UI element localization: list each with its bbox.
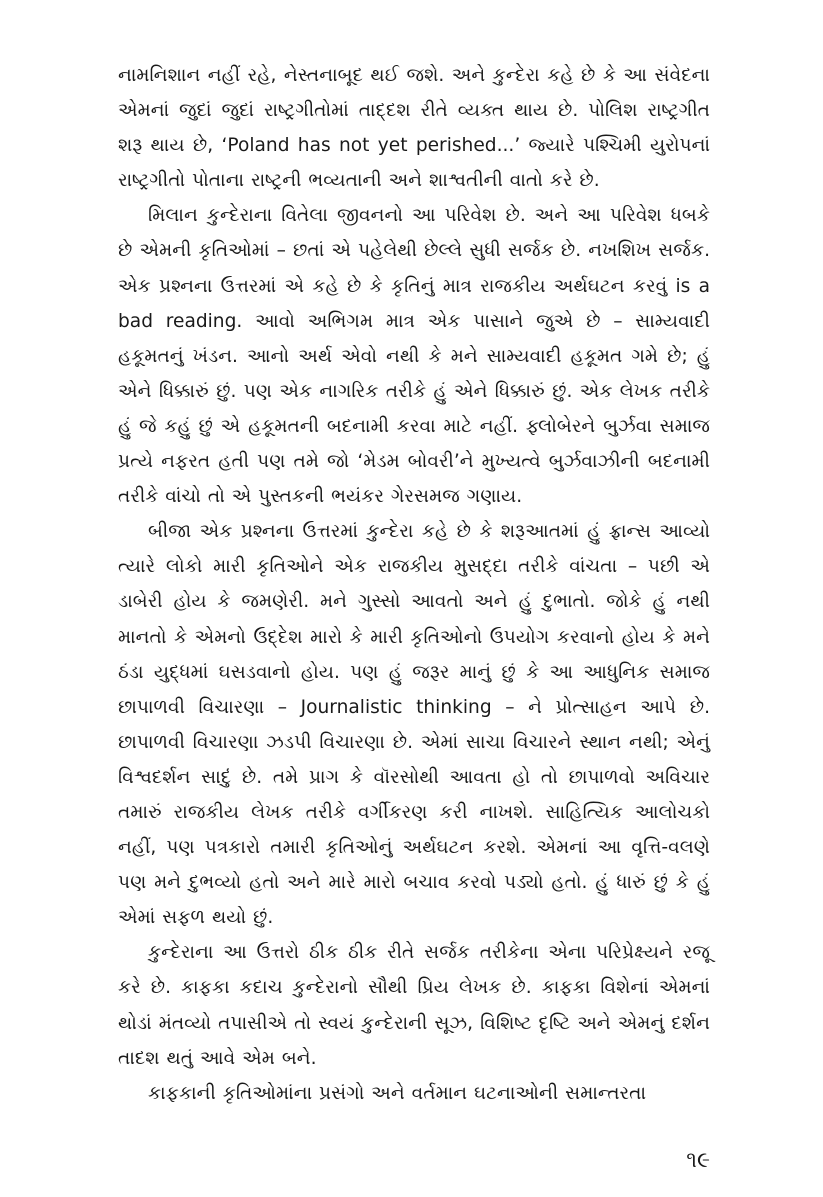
paragraph: મિલાન કુન્દેરાના વિતેલા જીવનનો આ પરિવેશ છે. અને આ પરિવેશ ધબકે છે એમની કૃતિઓમાં – છતાં એ પહેલેથી છેલ્લે સુધી સર્જક છે. નખશિખ સર્જક. એક પ્રશ્નના ઉત્તરમાં એ કહે છે કે કૃતિનું માત્ર રાજકીય અર્થઘટન કરવું is a bad reading. આવો અભિગમ માત્ર એક પાસાને જુએ છે – સામ્યવાદી હકૂમતનું ખંડન. આનો અર્થ એવો નથી કે મને સામ્યવાદી હકૂમત ગમે છે; હું એને ધિક્કારું છું. પણ એક નાગરિક તરીકે હું એને ધિક્કારું છું. એક લેખક તરીકે હું જે કહું છું એ હકૂમતની બદનામી કરવા માટે નહીં. ફ્લોબેરને બુર્ઝવા સમાજ પ્રત્યે નફરત હતી પણ તમે જો ‘મેડમ બોવરી’ને મુખ્યત્વે બુર્ઝવાઝીની બદનામી તરીકે વાંચો તો એ પુસ્તકની ભયંકર ગેરસમજ ગણાય. bbox=[118, 205, 710, 508]
page-number: ૧૯ bbox=[686, 1148, 710, 1173]
body-text bbox=[118, 58, 710, 1111]
paragraph-continuation: નામનિશાન નહીં રહે, નેસ્તનાબૂદ થઈ જશે. અને કુન્દેરા કહે છે કે આ સંવેદના એમનાં જુદાં જુદાં રાષ્ટ્રગીતોમાં તાદ્દશ રીતે વ્યક્ત થાય છે. પોલિશ રાષ્ટ્રગીત શરૂ થાય છે, ‘Poland has not yet perished...’ જ્યારે પશ્ચિમી યુરોપનાં રાષ્ટ્રગીતો પોતાના રાષ્ટ્રની ભવ્યતાની અને શાશ્વતીની વાતો કરે છે. bbox=[118, 65, 710, 192]
paragraph: કાફકાની કૃતિઓમાંના પ્રસંગો અને વર્તમાન ઘટનાઓની સમાન્તરતા bbox=[148, 1082, 647, 1104]
paragraph: બીજા એક પ્રશ્નના ઉત્તરમાં કુન્દેરા કહે છે કે શરૂઆતમાં હું ફ્રાન્સ આવ્યો ત્યારે લોકો મારી કૃતિઓને એક રાજકીય મુસદ્દા તરીકે વાંચતા – પછી એ ડાબેરી હોય કે જમણેરી. મને ગુસ્સો આવતો અને હું દુભાતો. જોકે હું નથી માનતો કે એમનો ઉદ્દેશ મારો કે મારી કૃતિઓનો ઉપયોગ કરવાનો હોય કે મને ઠંડા યુદ્ધમાં ઘસડવાનો હોય. પણ હું જરૂર માનું છું કે આ આધુનિક સમાજ છાપાળવી વિચારણા – Journalistic thinking – ને પ્રોત્સાહન આપે છે. છાપાળવી વિચારણા ઝડપી વિચારણા છે. એમાં સાચા વિચારને સ્થાન નથી; એનું વિશ્વદર્શન સાદું છે. તમે પ્રાગ કે વૉરસોથી આવતા હો તો છાપાળવો અવિચાર તમારું રાજકીય લેખક તરીકે વર્ગીકરણ કરી નાખશે. સાહિત્યિક આલોચકો નહીં, પણ પત્રકારો તમારી કૃતિઓનું અર્થઘટન કરશે. એમનાં આ વૃત્તિ-વલણે પણ મને દુભવ્યો હતો અને મારે મારો બચાવ કરવો પડ્યો હતો. હું ધારું છું કે હું એમાં સફળ થયો છું. bbox=[118, 521, 710, 929]
paragraph: કુન્દેરાના આ ઉત્તરો ઠીક ઠીક રીતે સર્જક તરીકેના એના પરિપ્રેક્ષ્યને રજૂ કરે છે. કાફકા કદાચ કુન્દેરાનો સૌથી પ્રિય લેખક છે. કાફકા વિશેનાં એમનાં થોડાં મંતવ્યો તપાસીએ તો સ્વયં કુન્દેરાની સૂઝ, વિશિષ્ટ દૃષ્ટિ અને એમનું દર્શન તાદશ થતું આવે એમ બને. bbox=[118, 942, 710, 1069]
